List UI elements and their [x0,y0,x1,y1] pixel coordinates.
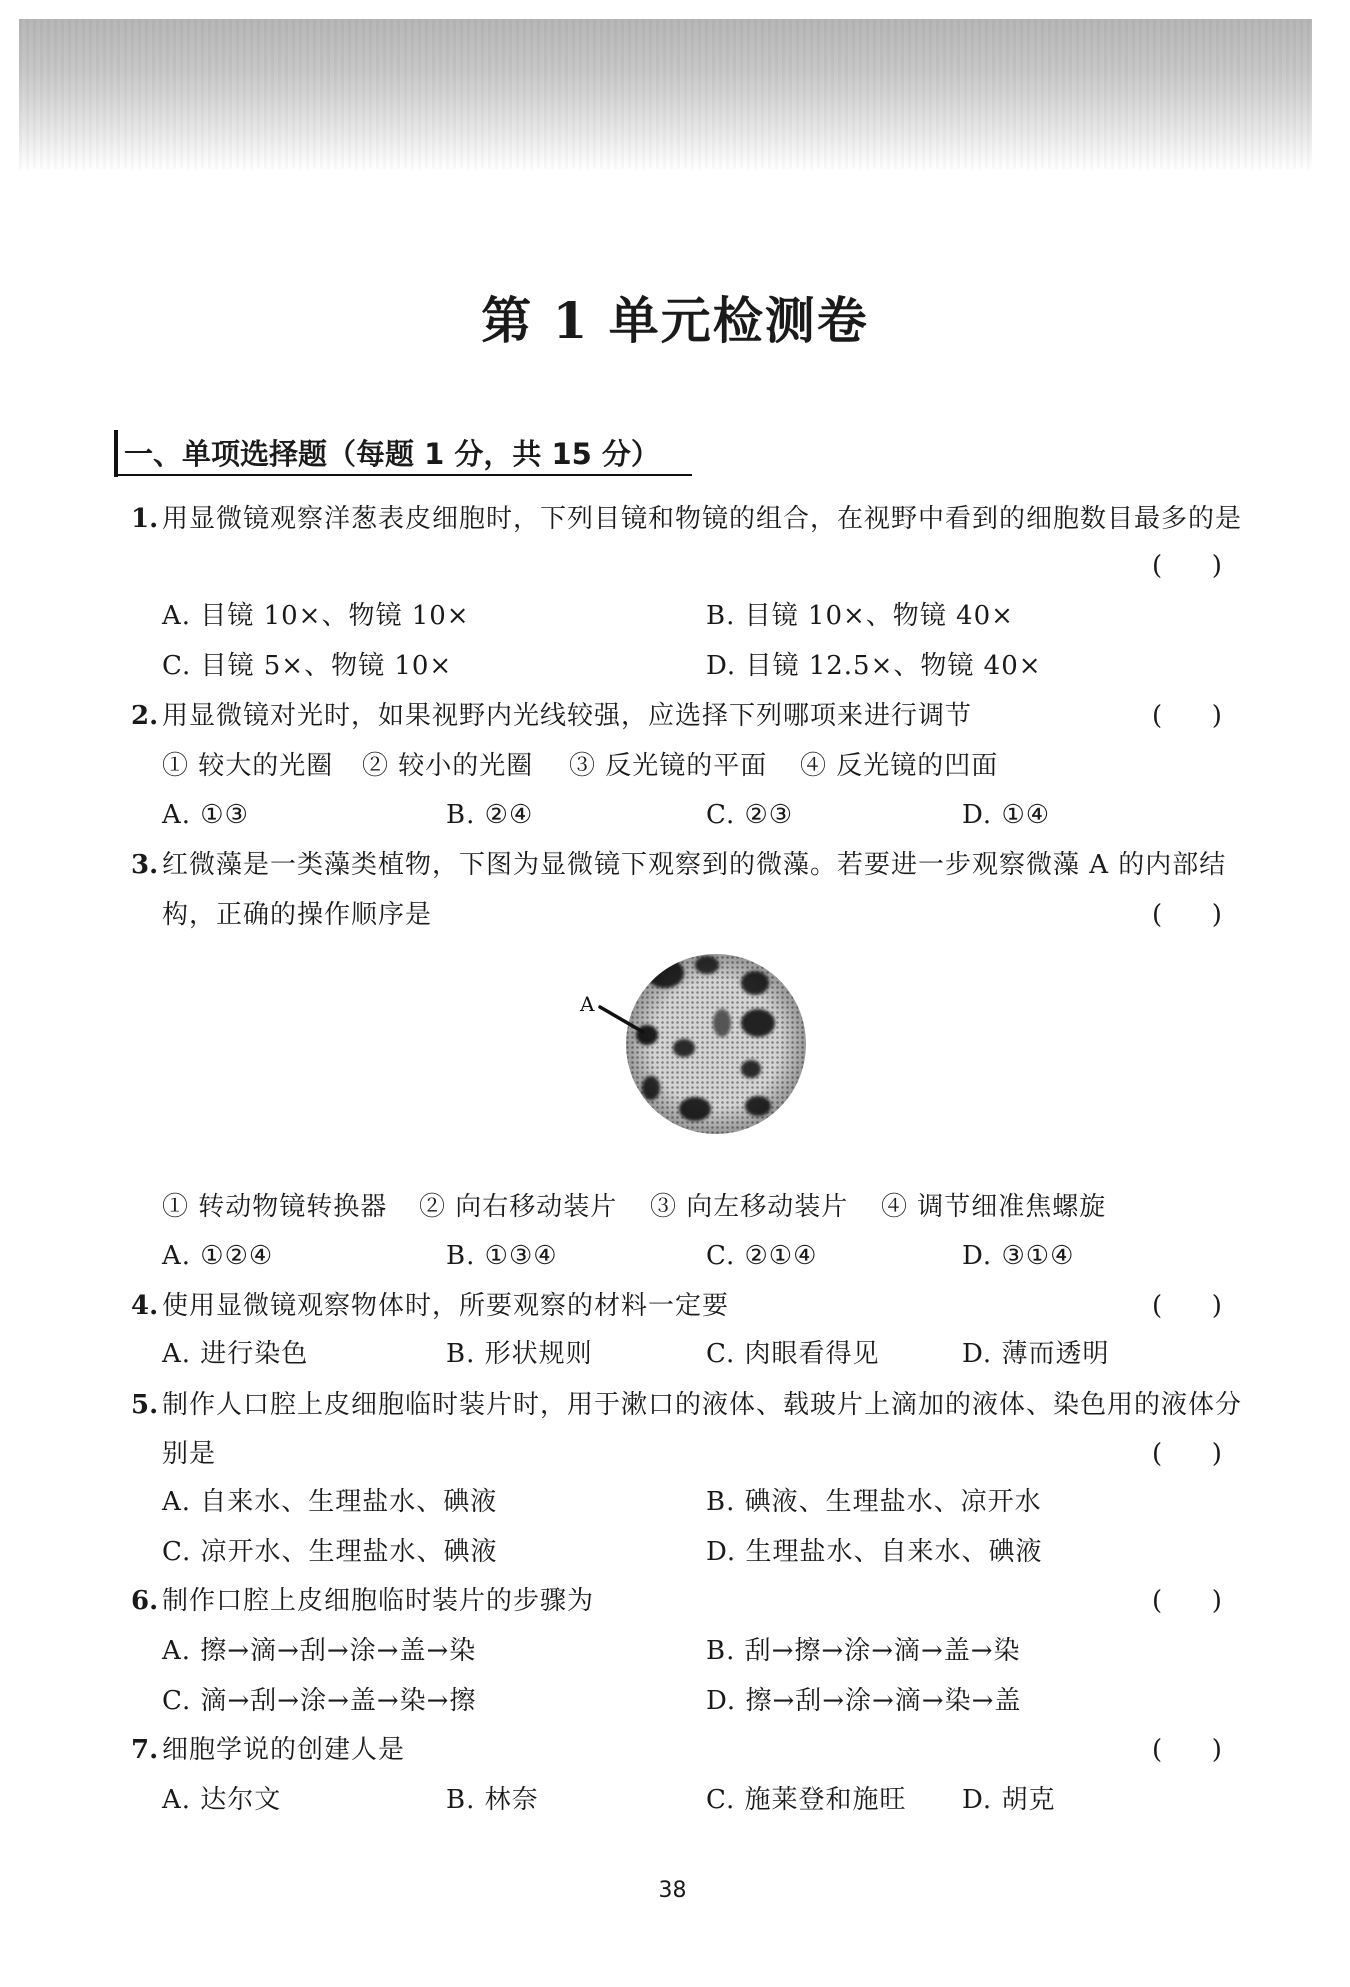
answer-blank: ( ) [1152,1735,1222,1765]
statement-4: ④ 反光镜的凹面 [800,751,999,781]
question-number: 7. [131,1735,159,1765]
statement-2: ② 向右移动装片 [419,1192,618,1222]
question-stem: 使用显微镜观察物体时，所要观察的材料一定要 [162,1291,730,1321]
option-a: A. ①②④ [162,1241,274,1271]
option-b: B. 目镜 10×、物镜 40× [706,601,1014,631]
option-b: B. 碘液、生理盐水、凉开水 [706,1487,1042,1517]
answer-blank: ( ) [1152,900,1222,930]
question-stem: 细胞学说的创建人是 [162,1735,406,1765]
page-number: 38 [658,1878,687,1903]
microscope-field-figure [570,945,810,1145]
option-a: A. 进行染色 [162,1339,309,1369]
question-number: 2. [131,701,159,731]
option-c: C. 施莱登和施旺 [706,1785,907,1815]
question-stem-continued: 别是 [162,1439,217,1469]
statement-2: ② 较小的光圈 [362,751,534,781]
option-b: B. 形状规则 [446,1339,593,1369]
option-a: A. 目镜 10×、物镜 10× [162,601,470,631]
statement-1: ① 转动物镜转换器 [162,1192,388,1222]
question-stem-continued: 构，正确的操作顺序是 [162,900,433,930]
answer-blank: ( ) [1152,551,1222,581]
section-title: 一、单项选择题（每题 1 分，共 15 分） [124,437,660,471]
option-b: B. 林奈 [446,1785,539,1815]
option-a: A. ①③ [162,800,249,830]
section-left-bar [114,430,118,477]
option-b: B. 刮→擦→涂→滴→盖→染 [706,1636,1021,1666]
figure-label-a: A [580,992,595,1016]
option-b: B. ①③④ [446,1241,558,1271]
question-number: 3. [131,850,159,880]
answer-blank: ( ) [1152,1291,1222,1321]
statement-3: ③ 向左移动装片 [650,1192,849,1222]
answer-blank: ( ) [1152,701,1222,731]
header-band [19,19,1312,169]
section-underline [114,474,692,476]
option-d: D. 生理盐水、自来水、碘液 [706,1537,1043,1567]
option-a: A. 擦→滴→刮→涂→盖→染 [162,1636,477,1666]
option-d: D. 擦→刮→涂→滴→染→盖 [706,1686,1022,1716]
option-c: C. 目镜 5×、物镜 10× [162,651,453,681]
answer-blank: ( ) [1152,1586,1222,1616]
question-stem: 红微藻是一类藻类植物，下图为显微镜下观察到的微藻。若要进一步观察微藻 A 的内部结 [162,850,1227,880]
option-c: C. 肉眼看得见 [706,1339,880,1369]
option-d: D. ③①④ [962,1241,1075,1271]
option-d: D. 薄而透明 [962,1339,1110,1369]
option-c: C. ②①④ [706,1241,818,1271]
option-c: C. 凉开水、生理盐水、碘液 [162,1537,498,1567]
question-number: 5. [131,1390,159,1420]
statement-3: ③ 反光镜的平面 [569,751,768,781]
question-number: 4. [131,1291,159,1321]
answer-blank: ( ) [1152,1439,1222,1469]
option-c: C. 滴→刮→涂→盖→染→擦 [162,1686,477,1716]
option-a: A. 自来水、生理盐水、碘液 [162,1487,498,1517]
page-title: 第 1 单元检测卷 [481,291,869,350]
option-d: D. 目镜 12.5×、物镜 40× [706,651,1042,681]
option-b: B. ②④ [446,800,534,830]
option-d: D. ①④ [962,800,1051,830]
option-c: C. ②③ [706,800,794,830]
question-stem: 用显微镜观察洋葱表皮细胞时，下列目镜和物镜的组合，在视野中看到的细胞数目最多的是 [162,504,1243,534]
field-vignette [626,954,806,1134]
statement-1: ① 较大的光圈 [162,751,334,781]
statement-4: ④ 调节细准焦螺旋 [881,1192,1107,1222]
question-stem: 用显微镜对光时，如果视野内光线较强，应选择下列哪项来进行调节 [162,701,973,731]
question-number: 1. [131,504,159,534]
question-stem: 制作人口腔上皮细胞临时装片时，用于漱口的液体、载玻片上滴加的液体、染色用的液体分 [162,1390,1243,1420]
question-number: 6. [131,1586,159,1616]
option-d: D. 胡克 [962,1785,1056,1815]
question-stem: 制作口腔上皮细胞临时装片的步骤为 [162,1586,595,1616]
option-a: A. 达尔文 [162,1785,282,1815]
